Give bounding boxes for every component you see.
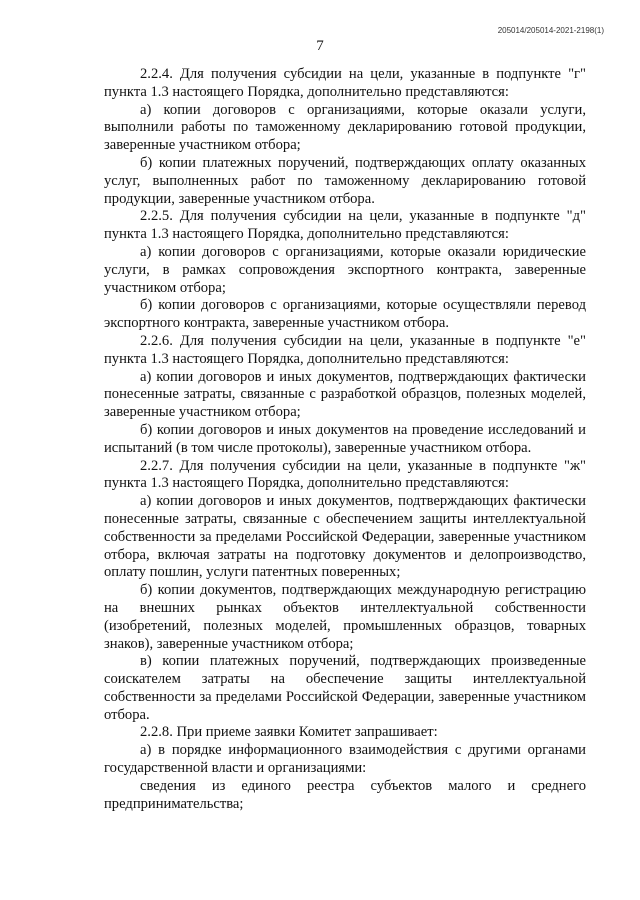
paragraph: 2.2.4. Для получения субсидии на цели, указанные в подпункте "г" пункта 1.3 настоящего Порядка, дополнительно представляются: [104,66,586,100]
paragraph: а) копии договоров с организациями, которые оказали юридические услуги, в рамках сопровождения экспортного контракта, заверенные участником отбора; [104,243,586,296]
paragraph: 2.2.6. Для получения субсидии на цели, указанные в подпункте "е" пункта 1.3 настоящего Порядка, дополнительно представляются: [104,332,586,367]
paragraph: сведения из единого реестра субъектов малого и среднего предпринимательства; [104,777,586,812]
page-number: 7 [316,38,324,54]
paragraph: 2.2.7. Для получения субсидии на цели, указанные в подпункте "ж" пункта 1.3 настоящего Порядка, дополнительно представляются: [104,457,586,492]
paragraph: в) копии платежных поручений, подтверждающих произведенные соискателем затраты на обеспечение защиты интеллектуальной собственности за пределами Российской Федерации, заверенные участником отбора. [104,653,586,723]
paragraph: 2.2.5. Для получения субсидии на цели, указанные в подпункте "д" пункта 1.3 настоящего Порядка, дополнительно представляются: [104,208,586,243]
paragraph: а) копии договоров и иных документов, подтверждающих фактически понесенные затраты, связанные с обеспечением защиты интеллектуальной собственности за пределами Российской Федерации, заверенные участником отбора, включая затраты на подготовку документов и делопроизводство, оплату пошлин, услуги патентных поверенных; [104,493,586,581]
paragraph: 2.2.8. При приеме заявки Комитет запрашивает: [140,724,438,741]
paragraph: а) в порядке информационного взаимодействия с другими органами государственной власти и организациями: [104,742,586,777]
document-id: 205014/205014-2021-2198(1) [497,26,604,35]
paragraph: а) копии договоров с организациями, которые оказали услуги, выполнили работы по таможенному декларированию готовой продукции, заверенные участником отбора; [104,101,586,154]
document-body [104,66,586,813]
paragraph: б) копии документов, подтверждающих международную регистрацию на внешних рынках объектов интеллектуальной собственности (изобретений, полезных моделей, промышленных образцов, товарных знаков), заверенные участником отбора; [104,582,586,652]
paragraph: б) копии договоров и иных документов на проведение исследований и испытаний (в том числе протоколы), заверенные участником отбора. [104,421,586,456]
paragraph: б) копии платежных поручений, подтверждающих оплату оказанных услуг, выполненных работ по таможенному декларированию готовой продукции, заверенные участником отбора. [104,154,586,207]
paragraph: б) копии договоров с организациями, которые осуществляли перевод экспортного контракта, заверенные участником отбора. [104,297,586,332]
paragraph: а) копии договоров и иных документов, подтверждающих фактически понесенные затраты, связанные с разработкой образцов, полезных моделей, заверенные участником отбора; [104,368,586,421]
